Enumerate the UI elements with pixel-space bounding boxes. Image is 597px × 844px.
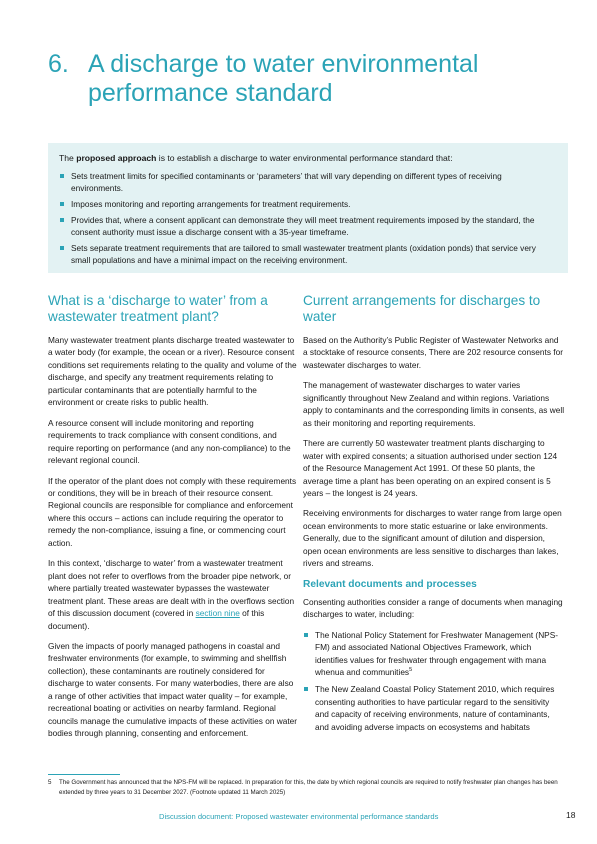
proposed-approach-box [48, 143, 568, 273]
approach-intro [59, 152, 556, 164]
paragraph: Receiving environments for discharges to water range from large open ocean environments to more static estuarine or lake environments. Generally, due to the significant amount of dilution and dispersion, open ocean environments are less sensitive to discharges than lakes, rivers and streams. [303, 508, 562, 569]
list-item [303, 683, 565, 733]
paragraph: Many wastewater treatment plants discharge treated wastewater to a water body (for example, the ocean or a river). Resource consent conditions set requirements relating to the quality and volume of the discharge, and specify any treatment requirements relating to particular contaminants that are potentially harmful to the environment or create risks to public health. [48, 335, 297, 408]
page-number: 18 [566, 810, 576, 820]
footer-document-title: Discussion document: Proposed wastewater environmental performance standards [159, 812, 439, 821]
list-item [59, 198, 556, 210]
section-title: A discharge to water environmental performance standard [88, 50, 479, 107]
footnote-number: 5 [48, 779, 52, 786]
left-column [48, 293, 300, 748]
paragraph: If the operator of the plant does not comply with these requirements or conditions, they will be in breach of their resource consent. Regional councils are responsible for compliance and enforcement where this occurs – actions can include requiring the operator to remedy the non-compliance, issuing a fine, or commencing court action. [48, 475, 297, 548]
square-bullet-icon [304, 687, 308, 691]
approach-item-text: Sets treatment limits for specified contaminants or ‘parameters’ that will vary depending on different types of receiving environments. [71, 171, 502, 194]
documents-list [303, 629, 565, 734]
paragraph [48, 557, 300, 632]
square-bullet-icon [304, 633, 308, 637]
paragraph: Given the impacts of poorly managed pathogens in coastal and freshwater environments (for example, to swimming and shellfish collection), these contaminants are routinely considered for discharge to water consents. For many waterbodies, there are also a range of other activities that impact water quality – for example, recreational boating or activities on nearby farmland. Regional councils manage the cumulative impacts of these activities on water bodies through planning, consenting and enforcement. [48, 640, 298, 739]
right-column-heading: Current arrangements for discharges to water [303, 293, 541, 324]
section-number: 6. [48, 50, 69, 78]
paragraph: A resource consent will include monitoring and reporting requirements to track compliance with consent conditions, and require reporting on performance (and any non-compliance) to the relevant regional council. [48, 417, 291, 466]
square-bullet-icon [60, 174, 64, 178]
doc-item-text: The National Policy Statement for Freshwater Management (NPS-FM) and associated National Objectives Framework, which identifies values for freshwater through engagement with mana whenua and communities [315, 629, 559, 677]
approach-item-text: Sets separate treatment requirements that are tailored to small wastewater treatment plants (oxidation ponds) that service very small populations and have a minimal impact on the receiving environment. [71, 242, 536, 265]
approach-intro-bold: proposed approach [76, 153, 157, 163]
paragraph: The management of wastewater discharges to water varies significantly throughout New Zealand and within regions. Variations apply to contaminants and the corresponding limits in consents, as well as their monitoring and reporting requirements. [303, 380, 565, 428]
paragraph-text: of this document). [48, 608, 265, 631]
doc-item-text: The New Zealand Coastal Policy Statement 2010, which requires consenting authorities to have particular regard to the sensitivity and capacity of receiving environments, nature of contaminants, and avoiding adverse impacts on ecosystems and habitats [315, 684, 555, 732]
footnote-text: The Government has announced that the NPS-FM will be replaced. In preparation for this, the date by which regional councils are required to notify freshwater plan changes has been extended by three years to 31 December 2027. (Footnote updated 11 March 2025) [59, 779, 558, 796]
square-bullet-icon [60, 202, 64, 206]
approach-item-text: Provides that, where a consent applicant can demonstrate they will meet treatment requirements imposed by the standard, the consent authority must issue a discharge consent with a 35-year timeframe. [71, 214, 535, 237]
section-nine-link[interactable]: section nine [195, 608, 240, 619]
list-item [59, 242, 556, 266]
left-column-heading: What is a ‘discharge to water’ from a wastewater treatment plant? [48, 293, 268, 324]
approach-item-text: Imposes monitoring and reporting arrangements for treatment requirements. [71, 198, 351, 209]
paragraph: Consenting authorities consider a range of documents when managing discharges to water, including: [303, 596, 563, 620]
paragraph: There are currently 50 wastewater treatment plants discharging to water with expired consents; a situation authorised under section 124 of the Resource Management Act 1991. Of these 50 plants, the average time a plant has been operating on an expired consent is 5 years – the longest is 24 years. [303, 438, 558, 498]
approach-list [59, 170, 556, 266]
list-item [303, 629, 565, 679]
list-item [59, 214, 556, 238]
paragraph: Based on the Authority’s Public Register of Wastewater Networks and a stocktake of resource consents, There are 202 resource consents for wastewater discharges to water. [303, 335, 563, 370]
approach-intro-prefix: The [59, 153, 77, 163]
paragraph-text: In this context, ‘discharge to water’ from a wastewater treatment plant does not refer to overflows from the broader pipe network, or where partially treated wastewater bypasses the wastewater treatment plant. These areas are dealt with in the overflows section of this discussion document (covered in [48, 558, 295, 619]
footnote-ref[interactable]: 5 [409, 667, 413, 674]
square-bullet-icon [60, 246, 64, 250]
relevant-documents-heading: Relevant documents and processes [303, 578, 477, 590]
list-item [59, 170, 556, 194]
square-bullet-icon [60, 218, 64, 222]
right-column [303, 293, 565, 738]
footnote-divider [48, 774, 120, 775]
approach-intro-suffix: is to establish a discharge to water environmental performance standard that: [156, 153, 453, 163]
